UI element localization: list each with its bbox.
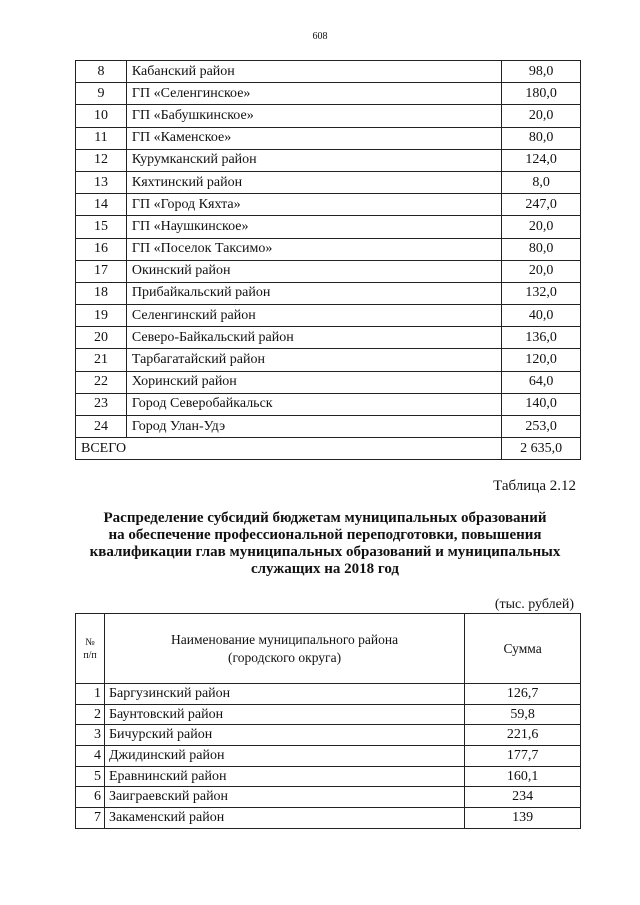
row-number: 5 [76, 766, 105, 787]
row-name: Баргузинский район [104, 684, 464, 705]
row-number: 6 [76, 787, 105, 808]
table-row [76, 787, 581, 808]
row-name: Прибайкальский район [126, 282, 501, 304]
table-row [76, 305, 581, 327]
row-value: 80,0 [502, 127, 581, 149]
row-name: ГП «Город Кяхта» [126, 194, 501, 216]
table-row [76, 349, 581, 371]
row-number: 15 [76, 216, 127, 238]
row-number: 7 [76, 808, 105, 829]
row-value: 139 [465, 808, 581, 829]
row-value: 126,7 [465, 684, 581, 705]
row-name: Окинский район [126, 260, 501, 282]
row-number: 2 [76, 704, 105, 725]
table-row [76, 171, 581, 193]
row-value: 247,0 [502, 194, 581, 216]
table-row [76, 194, 581, 216]
row-name: ГП «Каменское» [126, 127, 501, 149]
table-row [76, 393, 581, 415]
page-number: 608 [312, 31, 328, 42]
row-value: 40,0 [502, 305, 581, 327]
row-value: 234 [465, 787, 581, 808]
row-name: Курумканский район [126, 149, 501, 171]
row-name: Баунтовский район [104, 704, 464, 725]
table-heading [80, 510, 570, 578]
row-value: 221,6 [465, 725, 581, 746]
row-name: ГП «Поселок Таксимо» [126, 238, 501, 260]
column-header-text: (городского округа) [228, 649, 342, 665]
row-number: 23 [76, 393, 127, 415]
row-number: 16 [76, 238, 127, 260]
row-number: 13 [76, 171, 127, 193]
row-name: Джидинский район [104, 746, 464, 767]
row-number: 20 [76, 327, 127, 349]
heading-line: на обеспечение профессиональной переподготовки, повышения [108, 527, 542, 543]
row-name: Кяхтинский район [126, 171, 501, 193]
row-name: Кабанский район [126, 61, 501, 83]
table-header-row [76, 614, 581, 684]
total-row [76, 438, 581, 460]
row-value: 120,0 [502, 349, 581, 371]
table-row [76, 282, 581, 304]
subsidy-table-continued [75, 60, 581, 460]
table-row [76, 416, 581, 438]
row-value: 160,1 [465, 766, 581, 787]
units-label: (тыс. рублей) [494, 597, 574, 612]
heading-line: Распределение субсидий бюджетам муниципальных образований [103, 510, 547, 526]
row-value: 98,0 [502, 61, 581, 83]
table-row [76, 746, 581, 767]
row-value: 64,0 [502, 371, 581, 393]
heading-line: квалификации глав муниципальных образований и муниципальных [89, 544, 561, 560]
column-header-text: п/п [83, 649, 97, 661]
table-row [76, 83, 581, 105]
row-name: Селенгинский район [126, 305, 501, 327]
row-value: 20,0 [502, 260, 581, 282]
row-value: 132,0 [502, 282, 581, 304]
row-name: Еравнинский район [104, 766, 464, 787]
row-number: 3 [76, 725, 105, 746]
column-header-text: Наименование муниципального района [170, 631, 399, 647]
training-subsidy-table-body [76, 684, 581, 829]
row-number: 11 [76, 127, 127, 149]
row-value: 124,0 [502, 149, 581, 171]
row-value: 20,0 [502, 105, 581, 127]
table-row [76, 327, 581, 349]
row-name: Заиграевский район [104, 787, 464, 808]
heading-line: служащих на 2018 год [250, 561, 400, 577]
row-name: Хоринский район [126, 371, 501, 393]
row-value: 59,8 [465, 704, 581, 725]
total-value: 2 635,0 [502, 438, 581, 460]
row-number: 4 [76, 746, 105, 767]
row-number: 10 [76, 105, 127, 127]
row-name: Закаменский район [104, 808, 464, 829]
table-row [76, 766, 581, 787]
table-row [76, 371, 581, 393]
table-row [76, 260, 581, 282]
table-row [76, 684, 581, 705]
row-number: 17 [76, 260, 127, 282]
row-number: 18 [76, 282, 127, 304]
column-header-number [76, 614, 105, 684]
table-row [76, 725, 581, 746]
row-name: ГП «Бабушкинское» [126, 105, 501, 127]
table-row [76, 127, 581, 149]
table-caption: Таблица 2.12 [493, 478, 576, 494]
row-number: 1 [76, 684, 105, 705]
table-row [76, 149, 581, 171]
row-number: 21 [76, 349, 127, 371]
column-header-name [104, 614, 464, 684]
row-value: 253,0 [502, 416, 581, 438]
row-number: 8 [76, 61, 127, 83]
table-row [76, 808, 581, 829]
row-value: 177,7 [465, 746, 581, 767]
row-number: 12 [76, 149, 127, 171]
row-name: ГП «Наушкинское» [126, 216, 501, 238]
row-number: 22 [76, 371, 127, 393]
row-value: 136,0 [502, 327, 581, 349]
table-row [76, 61, 581, 83]
row-name: Бичурский район [104, 725, 464, 746]
row-name: Город Улан-Удэ [126, 416, 501, 438]
table-row [76, 216, 581, 238]
total-label: ВСЕГО [76, 438, 502, 460]
row-value: 180,0 [502, 83, 581, 105]
row-value: 20,0 [502, 216, 581, 238]
row-name: Город Северобайкальск [126, 393, 501, 415]
row-value: 140,0 [502, 393, 581, 415]
row-number: 24 [76, 416, 127, 438]
row-name: ГП «Селенгинское» [126, 83, 501, 105]
table-row [76, 704, 581, 725]
row-value: 8,0 [502, 171, 581, 193]
column-header-text: № [85, 636, 95, 648]
training-subsidy-table [75, 613, 581, 829]
row-number: 9 [76, 83, 127, 105]
column-header-sum: Сумма [465, 614, 581, 684]
row-name: Северо-Байкальский район [126, 327, 501, 349]
table-row [76, 238, 581, 260]
row-number: 14 [76, 194, 127, 216]
subsidy-table-body [76, 61, 581, 460]
row-name: Тарбагатайский район [126, 349, 501, 371]
table-row [76, 105, 581, 127]
row-value: 80,0 [502, 238, 581, 260]
row-number: 19 [76, 305, 127, 327]
